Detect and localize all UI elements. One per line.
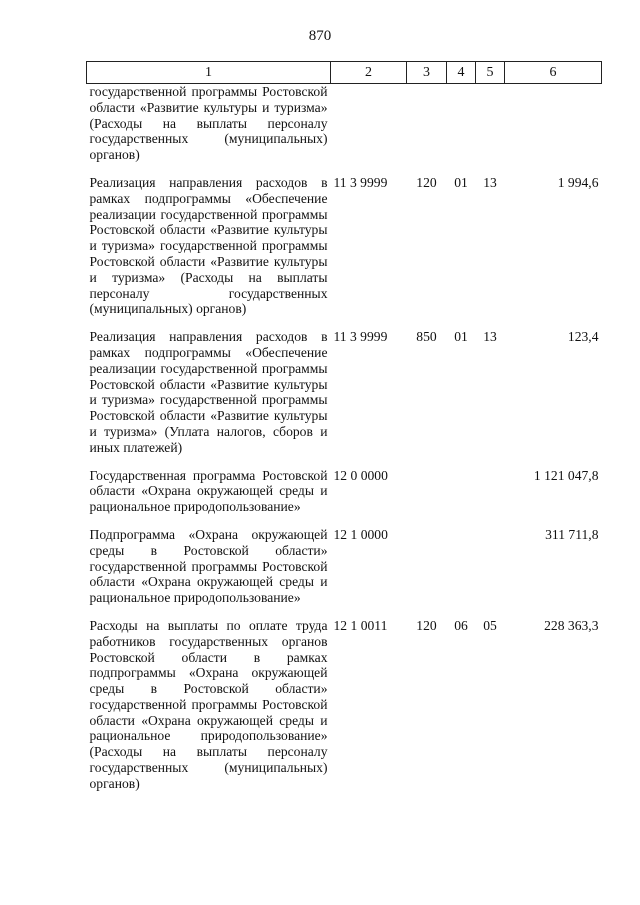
row-vr	[407, 84, 447, 175]
column-header-pr: 5	[476, 62, 505, 84]
row-name: Подпрограмма «Охрана окружающей среды в Ростовской области» государственной программы Ростовской области «Охрана окружающей среды и рациональное природопользование»	[89, 526, 328, 606]
row-rz	[447, 527, 476, 618]
row-rz	[447, 84, 476, 175]
row-code: 12 1 0000	[333, 526, 388, 542]
row-name: Расходы на выплаты по оплате труда работников государственных органов Ростовской области в рамках подпрограммы «Охрана окружающей среды в Ростовской области» государственной программы Ростовской области «Охрана окружающей среды и рациональное природопользование» (Расходы на выплаты персоналу государственных (муниципальных) органов)	[89, 617, 328, 791]
row-rz: 01	[454, 329, 468, 345]
row-name: государственной программы Ростовской области «Развитие культуры и туризма» (Расходы на выплаты персоналу государственных (муниципальных) органов)	[89, 84, 328, 163]
row-rz: 06	[454, 617, 468, 633]
page-number: 870	[308, 28, 332, 44]
row-rz: 01	[454, 174, 468, 190]
row-vr: 850	[416, 329, 437, 345]
row-code: 11 3 9999	[333, 329, 388, 345]
column-header-rz: 4	[447, 62, 476, 84]
budget-table	[86, 61, 602, 804]
row-pr	[476, 527, 505, 618]
row-vr	[407, 468, 447, 527]
row-vr: 120	[416, 174, 437, 190]
row-name: Государственная программа Ростовской области «Охрана окружающей среды и рациональное природопользование»	[89, 467, 328, 515]
row-sum: 228 363,3	[544, 617, 599, 633]
column-header-code: 2	[331, 62, 407, 84]
table-row	[87, 618, 602, 804]
row-sum: 1 121 047,8	[533, 467, 599, 483]
table-row	[87, 84, 602, 175]
row-rz	[447, 468, 476, 527]
row-vr: 120	[416, 617, 437, 633]
column-header-vr: 3	[407, 62, 447, 84]
column-header-name: 1	[87, 62, 331, 84]
row-sum: 123,4	[567, 329, 599, 345]
column-header-sum: 6	[505, 62, 602, 84]
row-name: Реализация направления расходов в рамках подпрограммы «Обеспечение реализации государственной программы Ростовской области «Развитие культуры и туризма» государственной программы Ростовской области «Развитие культуры и туризма» (Уплата налогов, сборов и иных платежей)	[89, 329, 328, 455]
table-row	[87, 329, 602, 467]
row-pr: 05	[483, 617, 497, 633]
row-pr: 13	[483, 329, 497, 345]
table-row	[87, 175, 602, 329]
row-sum	[505, 84, 602, 175]
row-pr	[476, 84, 505, 175]
row-code: 12 0 0000	[333, 467, 388, 483]
table-row	[87, 468, 602, 527]
table-row	[87, 527, 602, 618]
row-pr: 13	[483, 174, 497, 190]
row-pr	[476, 468, 505, 527]
row-vr	[407, 527, 447, 618]
row-code: 12 1 0011	[333, 617, 388, 633]
row-code: 11 3 9999	[333, 174, 388, 190]
row-code	[331, 84, 407, 175]
row-sum: 1 994,6	[557, 174, 599, 190]
table-header-row	[87, 62, 602, 84]
row-name: Реализация направления расходов в рамках подпрограммы «Обеспечение реализации государственной программы Ростовской области «Развитие культуры и туризма» государственной программы Ростовской области «Развитие культуры и туризма» (Расходы на выплаты персоналу государственных (муниципальных) органов)	[89, 174, 328, 317]
row-sum: 311 711,8	[545, 526, 599, 542]
